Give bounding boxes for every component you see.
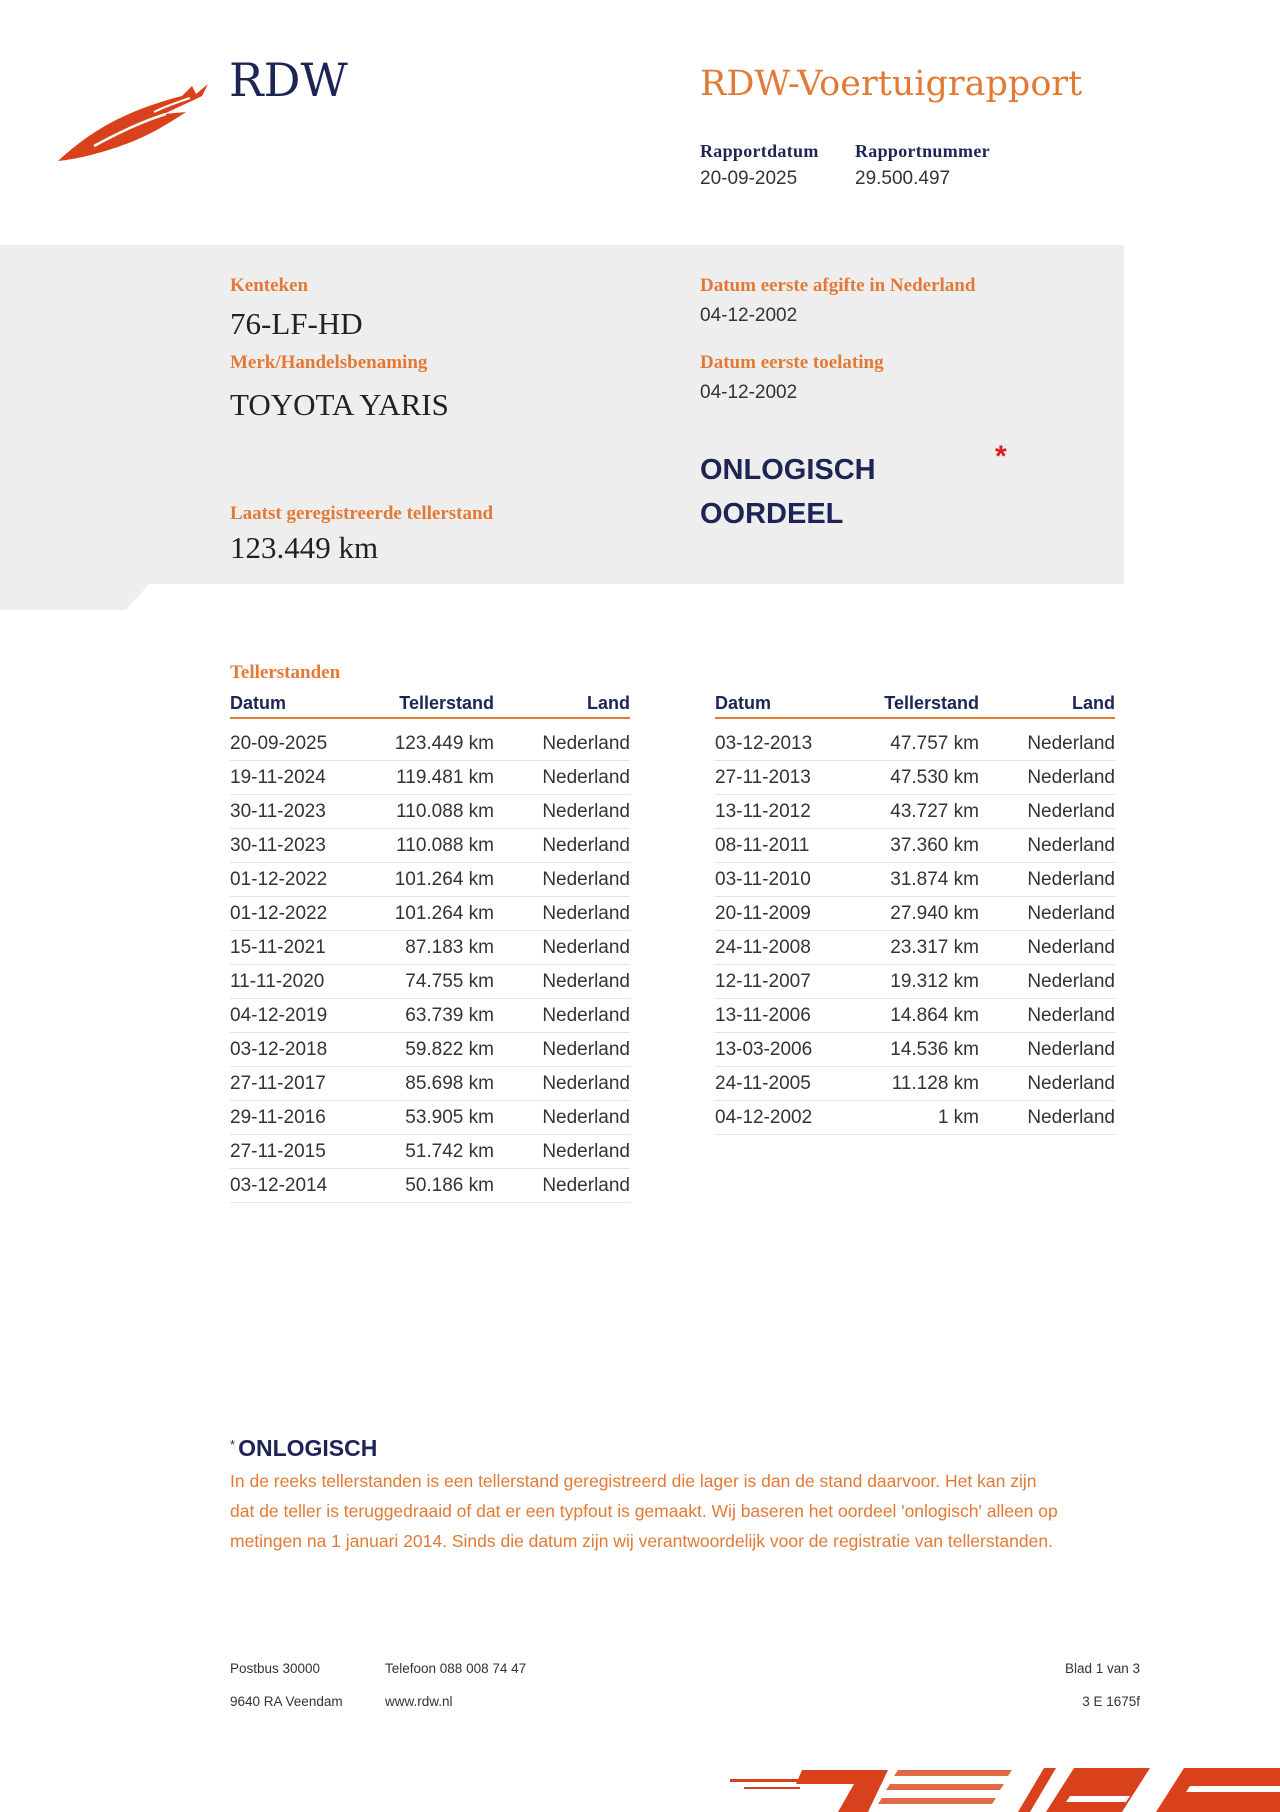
reading-country: Nederland <box>1027 971 1115 992</box>
reading-value: 123.449 km <box>394 733 494 754</box>
odometer-table-right <box>715 690 1115 1135</box>
table-row <box>715 999 1115 1033</box>
reading-value: 51.742 km <box>405 1141 494 1162</box>
table-header <box>230 690 630 719</box>
column-header-country: Land <box>587 693 630 713</box>
reading-country: Nederland <box>542 1073 630 1094</box>
reading-country: Nederland <box>1027 733 1115 754</box>
reading-date: 24-11-2008 <box>715 937 811 958</box>
reading-value: 74.755 km <box>405 971 494 992</box>
reading-value: 63.739 km <box>405 1005 494 1026</box>
reading-value: 19.312 km <box>890 971 979 992</box>
logo-text: RDW <box>229 53 348 107</box>
table-row <box>230 795 630 829</box>
stripe-line <box>744 1787 800 1789</box>
stripe-shape <box>796 1770 888 1812</box>
reading-value: 27.940 km <box>890 903 979 924</box>
table-row <box>715 931 1115 965</box>
reading-date: 13-11-2006 <box>715 1005 811 1026</box>
reading-value: 85.698 km <box>405 1073 494 1094</box>
reading-value: 50.186 km <box>405 1175 494 1196</box>
reading-country: Nederland <box>1027 903 1115 924</box>
table-row <box>230 1135 630 1169</box>
column-header-reading: Tellerstand <box>399 693 494 713</box>
plate-label: Kenteken <box>230 275 309 296</box>
reading-date: 30-11-2023 <box>230 801 326 822</box>
stripe-bar <box>886 1784 1004 1790</box>
reading-date: 30-11-2023 <box>230 835 326 856</box>
footnote-title-text: ONLOGISCH <box>238 1435 378 1461</box>
reading-date: 13-11-2012 <box>715 801 811 822</box>
reading-date: 15-11-2021 <box>230 937 326 958</box>
first-admission-value: 04-12-2002 <box>700 382 798 403</box>
reading-value: 47.757 km <box>890 733 979 754</box>
reading-country: Nederland <box>1027 1107 1115 1128</box>
reading-value: 53.905 km <box>405 1107 494 1128</box>
footnote-line: In de reeks tellerstanden is een tellerstand geregistreerd die lager is dan de stand daarvoor. Het kan zijn <box>230 1471 1037 1491</box>
verdict-line-1: ONLOGISCH <box>700 454 876 486</box>
reading-value: 14.536 km <box>890 1039 979 1060</box>
table-header <box>715 690 1115 719</box>
reading-country: Nederland <box>542 937 630 958</box>
reading-value: 101.264 km <box>394 903 494 924</box>
reading-date: 27-11-2015 <box>230 1141 326 1162</box>
table-row <box>230 863 630 897</box>
reading-value: 1 km <box>937 1107 979 1128</box>
reading-value: 31.874 km <box>890 869 979 890</box>
last-reading-value: 123.449 km <box>230 530 379 565</box>
report-number-value: 29.500.497 <box>855 168 951 189</box>
reading-country: Nederland <box>1027 869 1115 890</box>
odometer-section-title: Tellerstanden <box>230 662 341 683</box>
reading-date: 04-12-2019 <box>230 1005 328 1026</box>
table-row <box>230 727 630 761</box>
reading-country: Nederland <box>1027 937 1115 958</box>
reading-date: 19-11-2024 <box>230 767 326 788</box>
stripe-bar <box>894 1770 1012 1776</box>
reading-value: 37.360 km <box>890 835 979 856</box>
first-issue-nl-value: 04-12-2002 <box>700 305 798 326</box>
table-row <box>230 829 630 863</box>
table-row <box>230 1033 630 1067</box>
footer-phone: Telefoon 088 008 74 47 <box>385 1661 527 1676</box>
table-row <box>230 1169 630 1203</box>
footnote-marker: * <box>230 1437 236 1452</box>
reading-date: 20-09-2025 <box>230 733 328 754</box>
reading-date: 12-11-2007 <box>715 971 811 992</box>
footer-document-code: 3 E 1675f <box>1082 1694 1140 1709</box>
reading-date: 03-12-2013 <box>715 733 813 754</box>
stripe-cutout <box>1066 1796 1130 1802</box>
reading-country: Nederland <box>542 1005 630 1026</box>
reading-value: 23.317 km <box>890 937 979 958</box>
reading-date: 24-11-2005 <box>715 1073 811 1094</box>
stripe-bar <box>878 1798 996 1804</box>
report-date-value: 20-09-2025 <box>700 168 798 189</box>
footer-address-line-1: Postbus 30000 <box>230 1661 321 1676</box>
reading-date: 01-12-2022 <box>230 903 328 924</box>
stripe-shape <box>1046 1768 1150 1812</box>
last-reading-label: Laatst geregistreerde tellerstand <box>230 503 494 524</box>
reading-country: Nederland <box>542 1107 630 1128</box>
reading-date: 13-03-2006 <box>715 1039 813 1060</box>
odometer-table-left <box>230 690 630 1203</box>
rdw-speed-stripes-graphic <box>720 1760 1280 1812</box>
reading-country: Nederland <box>542 903 630 924</box>
table-row <box>230 931 630 965</box>
reading-value: 59.822 km <box>405 1039 494 1060</box>
table-row <box>715 1067 1115 1101</box>
verdict <box>700 448 876 536</box>
table-row <box>715 829 1115 863</box>
plate-value: 76-LF-HD <box>230 306 363 341</box>
column-header-reading: Tellerstand <box>884 693 979 713</box>
reading-date: 29-11-2016 <box>230 1107 326 1128</box>
reading-country: Nederland <box>542 971 630 992</box>
reading-country: Nederland <box>1027 1039 1115 1060</box>
column-header-country: Land <box>1072 693 1115 713</box>
reading-country: Nederland <box>1027 801 1115 822</box>
first-issue-nl-label: Datum eerste afgifte in Nederland <box>700 275 976 296</box>
first-admission-label: Datum eerste toelating <box>700 352 884 373</box>
footnote-title <box>230 1430 377 1463</box>
reading-country: Nederland <box>542 733 630 754</box>
reading-date: 08-11-2011 <box>715 835 810 856</box>
table-row <box>715 1101 1115 1135</box>
reading-country: Nederland <box>542 1141 630 1162</box>
rdw-wing-icon <box>58 82 208 162</box>
footer-address-line-2: 9640 RA Veendam <box>230 1694 343 1709</box>
column-header-date: Datum <box>230 693 287 713</box>
reading-date: 04-12-2002 <box>715 1107 813 1128</box>
reading-country: Nederland <box>542 801 630 822</box>
verdict-asterisk: * <box>995 440 1007 473</box>
reading-date: 03-12-2018 <box>230 1039 328 1060</box>
reading-value: 101.264 km <box>394 869 494 890</box>
reading-country: Nederland <box>1027 767 1115 788</box>
make-value: TOYOTA YARIS <box>230 387 449 422</box>
stripe-line <box>730 1779 800 1782</box>
reading-date: 27-11-2013 <box>715 767 811 788</box>
reading-country: Nederland <box>1027 1005 1115 1026</box>
reading-date: 20-11-2009 <box>715 903 811 924</box>
reading-country: Nederland <box>542 869 630 890</box>
footer-website: www.rdw.nl <box>385 1694 453 1709</box>
document-title: RDW-Voertuigrapport <box>700 64 1083 104</box>
reading-value: 87.183 km <box>405 937 494 958</box>
reading-value: 47.530 km <box>890 767 979 788</box>
table-row <box>230 761 630 795</box>
reading-date: 27-11-2017 <box>230 1073 326 1094</box>
reading-value: 14.864 km <box>890 1005 979 1026</box>
table-row <box>715 863 1115 897</box>
footer-page-number: Blad 1 van 3 <box>1064 1661 1140 1676</box>
table-row <box>715 795 1115 829</box>
table-row <box>230 897 630 931</box>
reading-value: 43.727 km <box>890 801 979 822</box>
footnote-text <box>230 1466 1058 1556</box>
reading-country: Nederland <box>542 1039 630 1060</box>
reading-value: 119.481 km <box>396 767 494 788</box>
table-row <box>230 999 630 1033</box>
verdict-line-2: OORDEEL <box>700 498 844 530</box>
reading-date: 03-11-2010 <box>715 869 811 890</box>
wing-shape <box>58 84 208 161</box>
table-row <box>715 897 1115 931</box>
stripe-cutout <box>1186 1786 1280 1792</box>
table-row <box>715 965 1115 999</box>
table-row <box>715 727 1115 761</box>
reading-country: Nederland <box>1027 1073 1115 1094</box>
reading-country: Nederland <box>542 1175 630 1196</box>
reading-country: Nederland <box>1027 835 1115 856</box>
vehicle-summary-panel <box>0 245 1124 610</box>
reading-value: 110.088 km <box>396 801 494 822</box>
make-label: Merk/Handelsbenaming <box>230 352 428 373</box>
reading-country: Nederland <box>542 767 630 788</box>
table-row <box>230 1101 630 1135</box>
reading-value: 110.088 km <box>396 835 494 856</box>
reading-value: 11.128 km <box>891 1073 979 1094</box>
column-header-date: Datum <box>715 693 772 713</box>
report-number-label: Rapportnummer <box>855 141 990 161</box>
table-row <box>715 1033 1115 1067</box>
footnote-line: dat de teller is teruggedraaid of dat er een typfout is gemaakt. Wij baseren het oordeel 'onlogisch' alleen op <box>230 1501 1058 1521</box>
table-row <box>230 965 630 999</box>
reading-date: 01-12-2022 <box>230 869 328 890</box>
table-row <box>230 1067 630 1101</box>
report-date-label: Rapportdatum <box>700 141 819 161</box>
footnote-line: metingen na 1 januari 2014. Sinds die datum zijn wij verantwoordelijk voor de registratie van tellerstanden. <box>230 1531 1053 1551</box>
reading-country: Nederland <box>542 835 630 856</box>
reading-date: 11-11-2020 <box>230 971 325 992</box>
reading-date: 03-12-2014 <box>230 1175 328 1196</box>
table-row <box>715 761 1115 795</box>
